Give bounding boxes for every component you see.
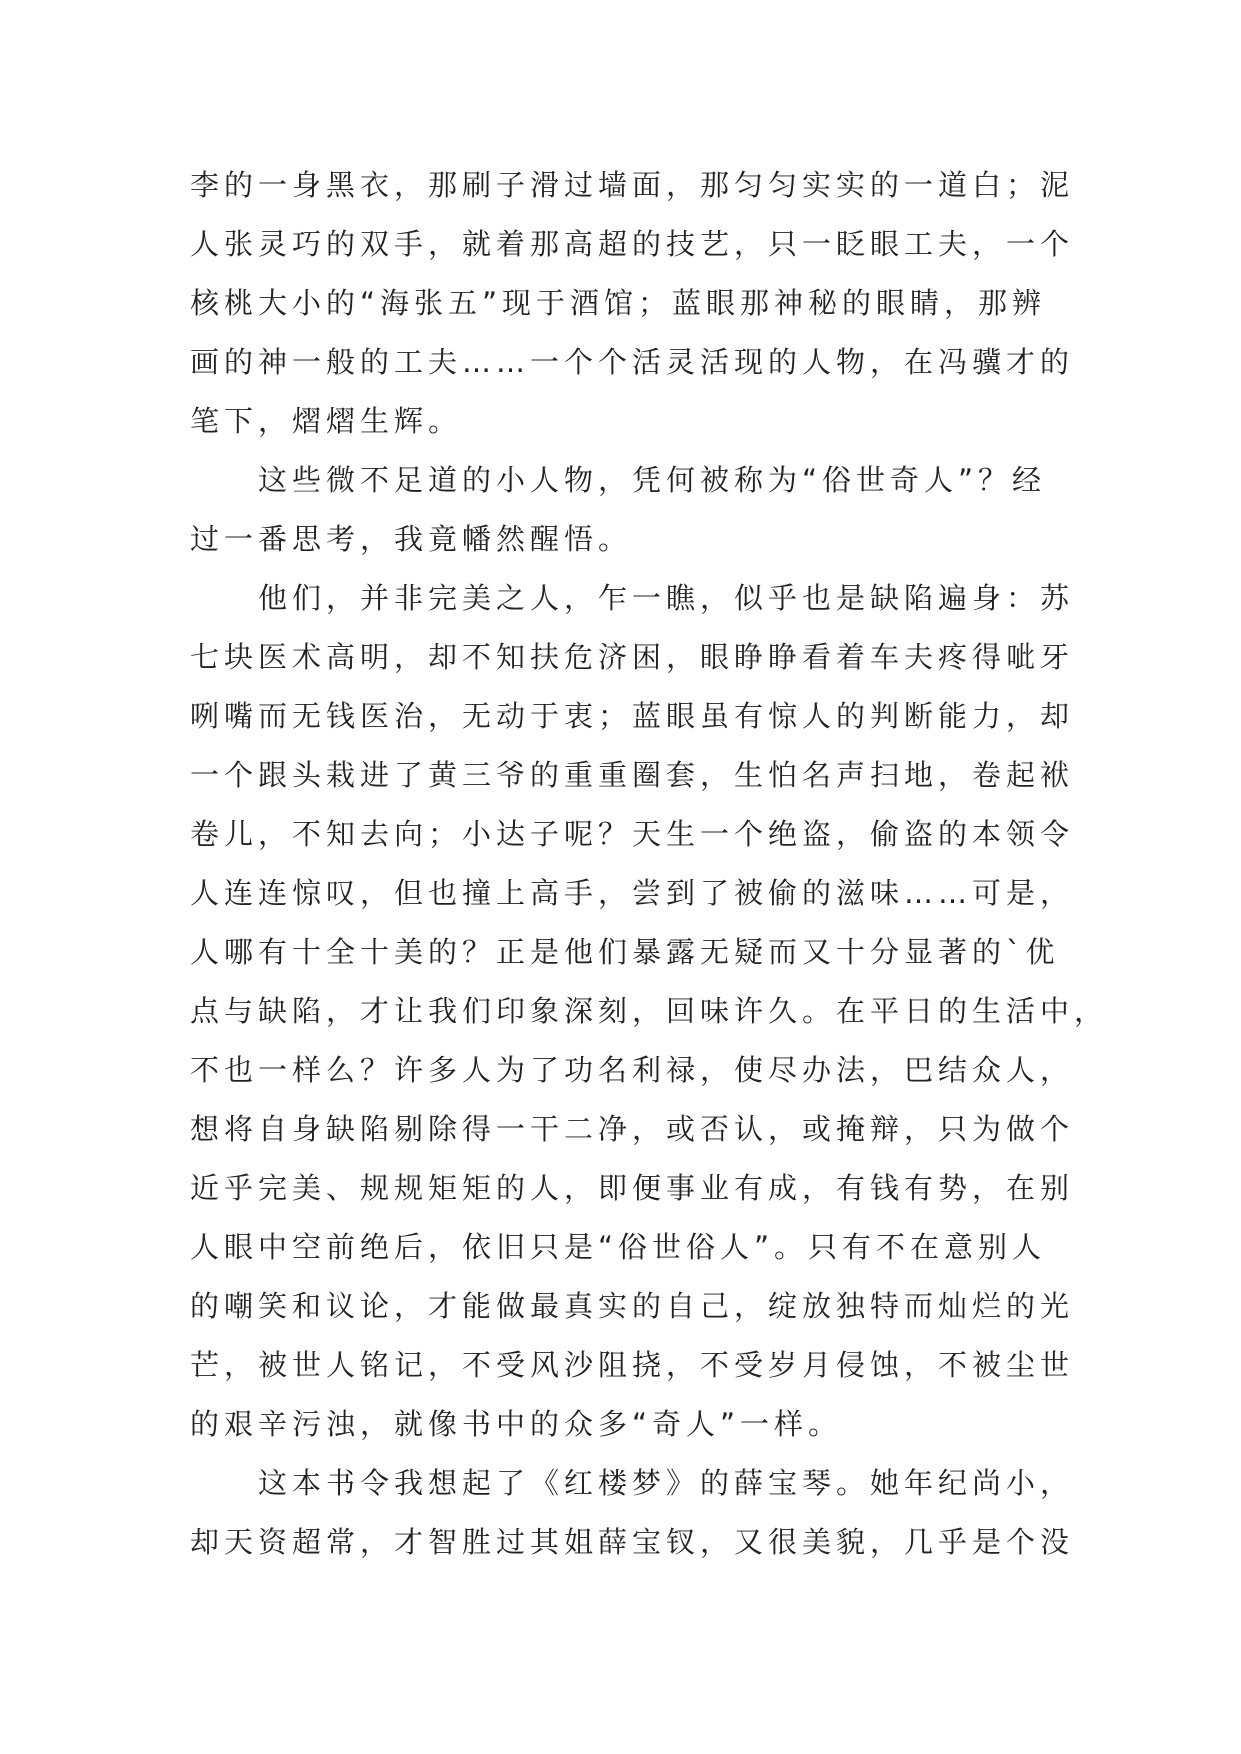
text-line: 核桃大小的“海张五”现于酒馆；蓝眼那神秘的眼睛，那辨 (190, 286, 1047, 320)
text-line: 近乎完美、规规矩矩的人，即便事业有成，有钱有势，在别 (190, 1171, 1075, 1205)
text-line: 人哪有十全十美的？正是他们暴露无疑而又十分显著的`优 (190, 935, 1060, 969)
text-line: 的艰辛污浊，就像书中的众多“奇人”一样。 (190, 1407, 843, 1441)
text-line: 他们，并非完美之人，乍一瞧，似乎也是缺陷遍身：苏 (258, 581, 1075, 615)
text-line: 咧嘴而无钱医治，无动于衷；蓝眼虽有惊人的判断能力，却 (190, 699, 1075, 733)
text-line: 人张灵巧的双手，就着那高超的技艺，只一眨眼工夫，一个 (190, 227, 1075, 261)
text-line: 李的一身黑衣，那刷子滑过墙面，那匀匀实实的一道白；泥 (190, 168, 1075, 202)
text-line: 画的神一般的工夫……一个个活灵活现的人物，在冯骥才的 (190, 345, 1075, 379)
text-line: 这些微不足道的小人物，凭何被称为“俗世奇人”？经 (258, 463, 1047, 497)
text-line: 却天资超常，才智胜过其姐薛宝钗，又很美貌，几乎是个没 (190, 1525, 1075, 1559)
text-line: 人眼中空前绝后，依旧只是“俗世俗人”。只有不在意别人 (190, 1230, 1047, 1264)
text-line: 芒，被世人铭记，不受风沙阻挠，不受岁月侵蚀，不被尘世 (190, 1348, 1075, 1382)
text-line: 过一番思考，我竟幡然醒悟。 (190, 522, 633, 556)
text-line: 七块医术高明，却不知扶危济困，眼睁睁看着车夫疼得呲牙 (190, 640, 1075, 674)
text-line: 笔下，熠熠生辉。 (190, 404, 463, 438)
text-line: 想将自身缺陷剔除得一干二净，或否认，或掩辩，只为做个 (190, 1112, 1075, 1146)
text-line: 一个跟头栽进了黄三爷的重重圈套，生怕名声扫地，卷起袱 (190, 758, 1075, 792)
text-line: 卷儿，不知去向；小达子呢？天生一个绝盗，偷盗的本领令 (190, 817, 1075, 851)
text-line: 点与缺陷，才让我们印象深刻，回味许久。在平日的生活中， (190, 994, 1109, 1028)
text-line: 人连连惊叹，但也撞上高手，尝到了被偷的滋味……可是， (190, 876, 1075, 910)
text-line: 这本书令我想起了《红楼梦》的薛宝琴。她年纪尚小， (258, 1466, 1075, 1500)
document-body (190, 156, 1109, 1572)
text-line: 不也一样么？许多人为了功名利禄，使尽办法，巴结众人， (190, 1053, 1075, 1087)
text-line: 的嘲笑和议论，才能做最真实的自己，绽放独特而灿烂的光 (190, 1289, 1075, 1323)
